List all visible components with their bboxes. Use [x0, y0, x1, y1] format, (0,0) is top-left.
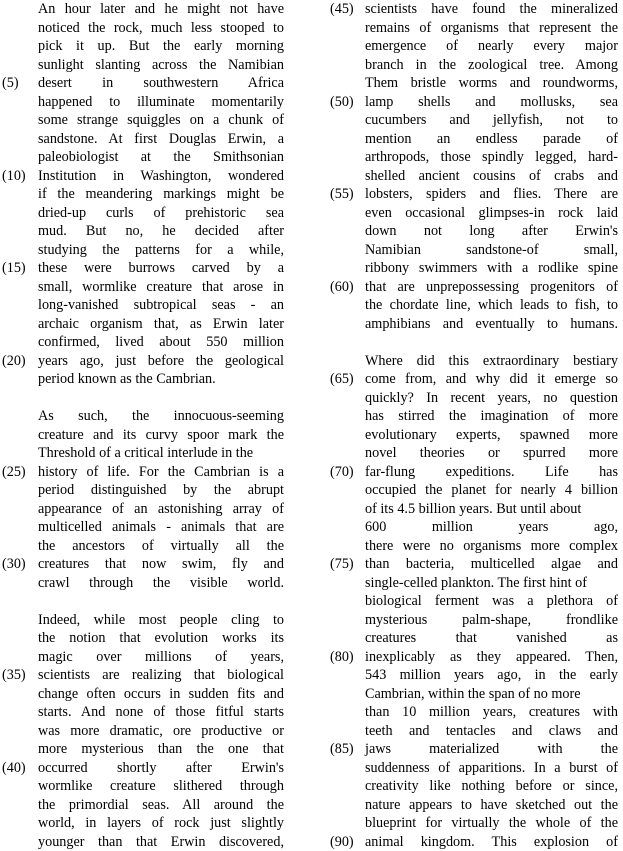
line-text: confirmed, lived about 550 million — [38, 333, 284, 352]
left-text-column — [0, 0, 290, 851]
text-line — [0, 629, 290, 648]
line-text: happened to illuminate momentarily — [38, 93, 284, 112]
text-line — [0, 56, 290, 75]
line-text: Indeed, while most people cling to — [38, 611, 284, 630]
text-line — [325, 592, 618, 611]
line-text: amphibians and eventually to humans. — [365, 315, 618, 334]
line-number: (75) — [330, 555, 354, 574]
line-text: evolutionary experts, spawned more — [365, 426, 618, 445]
line-text: magic over millions of years, — [38, 648, 284, 667]
line-text: An hour later and he might not have — [38, 0, 284, 19]
line-text: blueprint for virtually the whole of the — [365, 814, 618, 833]
text-line — [325, 518, 618, 537]
text-line — [325, 352, 618, 371]
text-line — [325, 37, 618, 56]
text-line — [325, 389, 618, 408]
text-line — [325, 500, 618, 519]
text-line — [325, 463, 618, 482]
text-line — [0, 537, 290, 556]
line-text: remains of organisms that represent the — [365, 19, 618, 38]
line-text: years ago, just before the geological — [38, 352, 284, 371]
text-line — [325, 56, 618, 75]
line-text: lamp shells and mollusks, sea — [365, 93, 618, 112]
text-line — [0, 759, 290, 778]
text-line — [0, 444, 290, 463]
line-text: change often occurs in sudden fits and — [38, 685, 284, 704]
text-line — [0, 259, 290, 278]
line-text: teeth and tentacles and claws and — [365, 722, 618, 741]
text-line — [325, 796, 618, 815]
line-text: Institution in Washington, wondered — [38, 167, 284, 186]
line-text: lobsters, spiders and flies. There are — [365, 185, 618, 204]
line-text: creatures that now swim, fly and — [38, 555, 284, 574]
text-line — [325, 167, 618, 186]
line-text: arthropods, those spindly legged, hard- — [365, 148, 618, 167]
line-text: was more dramatic, ore productive or — [38, 722, 284, 741]
text-line — [325, 814, 618, 833]
line-text: suddenness of apparitions. In a burst of — [365, 759, 618, 778]
line-number: (70) — [330, 463, 354, 482]
line-number: (50) — [330, 93, 354, 112]
line-text: single-celled plankton. The first hint of — [365, 574, 618, 593]
line-text: creature and its curvy spoor mark the — [38, 426, 284, 445]
line-text: pick it up. But the early morning — [38, 37, 284, 56]
line-text: mud. But no, he decided after — [38, 222, 284, 241]
line-text: if the meandering markings might be — [38, 185, 284, 204]
text-line — [325, 370, 618, 389]
line-text: archaic organism that, as Erwin later — [38, 315, 284, 334]
line-number: (85) — [330, 740, 354, 759]
text-line — [0, 426, 290, 445]
line-text: than bacteria, multicelled algae and — [365, 555, 618, 574]
text-line — [0, 370, 290, 389]
text-line — [0, 37, 290, 56]
line-text: the ancestors of virtually all the — [38, 537, 284, 556]
text-line — [325, 259, 618, 278]
line-text: world, in layers of rock just slightly — [38, 814, 284, 833]
line-text: As such, the innocuous-seeming — [38, 407, 284, 426]
text-line — [325, 0, 618, 19]
line-number: (5) — [2, 74, 19, 93]
text-line — [325, 759, 618, 778]
line-text: Them bristle worms and roundworms, — [365, 74, 618, 93]
text-line — [325, 111, 618, 130]
line-text: of its 4.5 billion years. But until about — [365, 500, 618, 519]
text-line — [325, 74, 618, 93]
right-text-column — [325, 0, 618, 851]
line-number: (65) — [330, 370, 354, 389]
line-number: (55) — [330, 185, 354, 204]
line-text: biological ferment was a plethora of — [365, 592, 618, 611]
text-line — [0, 574, 290, 593]
line-number: (20) — [2, 352, 26, 371]
line-text: crawl through the visible world. — [38, 574, 284, 593]
line-text: multicelled animals - animals that are — [38, 518, 284, 537]
line-text: shelled ancient cousins of crabs and — [365, 167, 618, 186]
line-text: even occasional glimpses-in rock laid — [365, 204, 618, 223]
text-line — [325, 426, 618, 445]
text-line — [0, 0, 290, 19]
text-line — [0, 185, 290, 204]
text-line — [0, 74, 290, 93]
text-line — [0, 407, 290, 426]
text-line — [0, 500, 290, 519]
text-line — [325, 148, 618, 167]
line-text: scientists have found the mineralized — [365, 0, 618, 19]
text-line — [325, 407, 618, 426]
paragraph-gap — [0, 592, 290, 611]
text-line — [0, 352, 290, 371]
line-text: quickly? In recent years, no question — [365, 389, 618, 408]
text-line — [0, 148, 290, 167]
text-line — [325, 130, 618, 149]
text-line — [0, 93, 290, 112]
text-line — [0, 777, 290, 796]
text-line — [0, 204, 290, 223]
line-text: paleobiologist at the Smithsonian — [38, 148, 284, 167]
text-line — [0, 518, 290, 537]
line-text: nature appears to have sketched out the — [365, 796, 618, 815]
text-line — [325, 537, 618, 556]
line-text: has stirred the imagination of more — [365, 407, 618, 426]
line-text: these were burrows carved by a — [38, 259, 284, 278]
text-line — [325, 555, 618, 574]
line-text: ribbony swimmers with a rodlike spine — [365, 259, 618, 278]
line-text: starts. And none of those fitful starts — [38, 703, 284, 722]
line-text: mention an endless parade of — [365, 130, 618, 149]
line-text: sunlight slanting across the Namibian — [38, 56, 284, 75]
line-text: long-vanished subtropical seas - an — [38, 296, 284, 315]
line-text: than 10 million years, creatures with — [365, 703, 618, 722]
line-text: creativity like nothing before or since, — [365, 777, 618, 796]
text-line — [325, 611, 618, 630]
line-text: 600 million years ago, — [365, 518, 618, 537]
text-line — [0, 611, 290, 630]
text-line — [325, 185, 618, 204]
line-text: Where did this extraordinary bestiary — [365, 352, 618, 371]
line-number: (30) — [2, 555, 26, 574]
line-text: novel theories or spurred more — [365, 444, 618, 463]
line-text: younger than that Erwin discovered, — [38, 833, 284, 851]
text-line — [325, 481, 618, 500]
text-line — [325, 296, 618, 315]
text-line — [0, 740, 290, 759]
line-text: appearance of an astonishing array of — [38, 500, 284, 519]
line-text: animal kingdom. This explosion of — [365, 833, 618, 851]
line-text: Namibian sandstone-of small, — [365, 241, 618, 260]
line-text: emergence of nearly every major — [365, 37, 618, 56]
text-line — [325, 666, 618, 685]
line-number: (25) — [2, 463, 26, 482]
text-line — [0, 685, 290, 704]
line-number: (40) — [2, 759, 26, 778]
text-line — [0, 463, 290, 482]
text-line — [0, 833, 290, 851]
line-text: occupied the planet for nearly 4 billion — [365, 481, 618, 500]
text-line — [325, 777, 618, 796]
line-text: more mysterious than the one that — [38, 740, 284, 759]
text-line — [325, 241, 618, 260]
line-text: sandstone. At first Douglas Erwin, a — [38, 130, 284, 149]
line-text: small, wormlike creature that arose in — [38, 278, 284, 297]
text-line — [325, 648, 618, 667]
text-line — [325, 278, 618, 297]
line-text: studying the patterns for a while, — [38, 241, 284, 260]
line-number: (10) — [2, 167, 26, 186]
line-text: Threshold of a critical interlude in the — [38, 444, 284, 463]
text-line — [0, 19, 290, 38]
text-line — [325, 703, 618, 722]
line-text: creatures that vanished as — [365, 629, 618, 648]
line-text: history of life. For the Cambrian is a — [38, 463, 284, 482]
line-number: (90) — [330, 833, 354, 851]
line-text: there were no organisms more complex — [365, 537, 618, 556]
text-line — [325, 629, 618, 648]
line-text: some strange squiggles on a chunk of — [38, 111, 284, 130]
line-text: 543 million years ago, in the early — [365, 666, 618, 685]
text-line — [325, 315, 618, 334]
line-number: (60) — [330, 278, 354, 297]
line-text: inexplicably as they appeared. Then, — [365, 648, 618, 667]
text-line — [325, 204, 618, 223]
line-number: (80) — [330, 648, 354, 667]
line-number: (45) — [330, 0, 354, 19]
line-text: mysterious palm-shape, frondlike — [365, 611, 618, 630]
line-text: scientists are realizing that biological — [38, 666, 284, 685]
text-line — [325, 722, 618, 741]
line-number: (35) — [2, 666, 26, 685]
text-line — [0, 814, 290, 833]
text-line — [0, 296, 290, 315]
line-text: come from, and why did it emerge so — [365, 370, 618, 389]
line-text: cucumbers and jellyfish, not to — [365, 111, 618, 130]
paragraph-gap — [325, 333, 618, 352]
text-line — [0, 333, 290, 352]
line-text: branch in the zoological tree. Among — [365, 56, 618, 75]
line-text: the notion that evolution works its — [38, 629, 284, 648]
line-text: dried-up curls of prehistoric sea — [38, 204, 284, 223]
paragraph-gap — [0, 389, 290, 408]
text-line — [325, 740, 618, 759]
text-line — [325, 93, 618, 112]
text-line — [0, 648, 290, 667]
text-line — [0, 555, 290, 574]
text-line — [325, 685, 618, 704]
line-text: period known as the Cambrian. — [38, 370, 284, 389]
line-text: down not long after Erwin's — [365, 222, 618, 241]
text-line — [0, 130, 290, 149]
text-line — [325, 222, 618, 241]
text-line — [325, 574, 618, 593]
text-line — [325, 833, 618, 851]
line-text: that are unprepossessing progenitors of — [365, 278, 618, 297]
line-text: period distinguished by the abrupt — [38, 481, 284, 500]
line-text: Cambrian, within the span of no more — [365, 685, 618, 704]
line-number: (15) — [2, 259, 26, 278]
line-text: the chordate line, which leads to fish, to — [365, 296, 618, 315]
text-line — [325, 444, 618, 463]
text-line — [0, 315, 290, 334]
text-line — [0, 222, 290, 241]
line-text: desert in southwestern Africa — [38, 74, 284, 93]
text-line — [0, 722, 290, 741]
line-text: the primordial seas. All around the — [38, 796, 284, 815]
text-line — [325, 19, 618, 38]
line-text: noticed the rock, much less stooped to — [38, 19, 284, 38]
text-line — [0, 111, 290, 130]
text-line — [0, 241, 290, 260]
text-line — [0, 703, 290, 722]
text-line — [0, 167, 290, 186]
text-line — [0, 666, 290, 685]
text-line — [0, 796, 290, 815]
line-text: far-flung expeditions. Life has — [365, 463, 618, 482]
text-line — [0, 481, 290, 500]
line-text: wormlike creature slithered through — [38, 777, 284, 796]
line-text: jaws materialized with the — [365, 740, 618, 759]
line-text: occurred shortly after Erwin's — [38, 759, 284, 778]
text-line — [0, 278, 290, 297]
